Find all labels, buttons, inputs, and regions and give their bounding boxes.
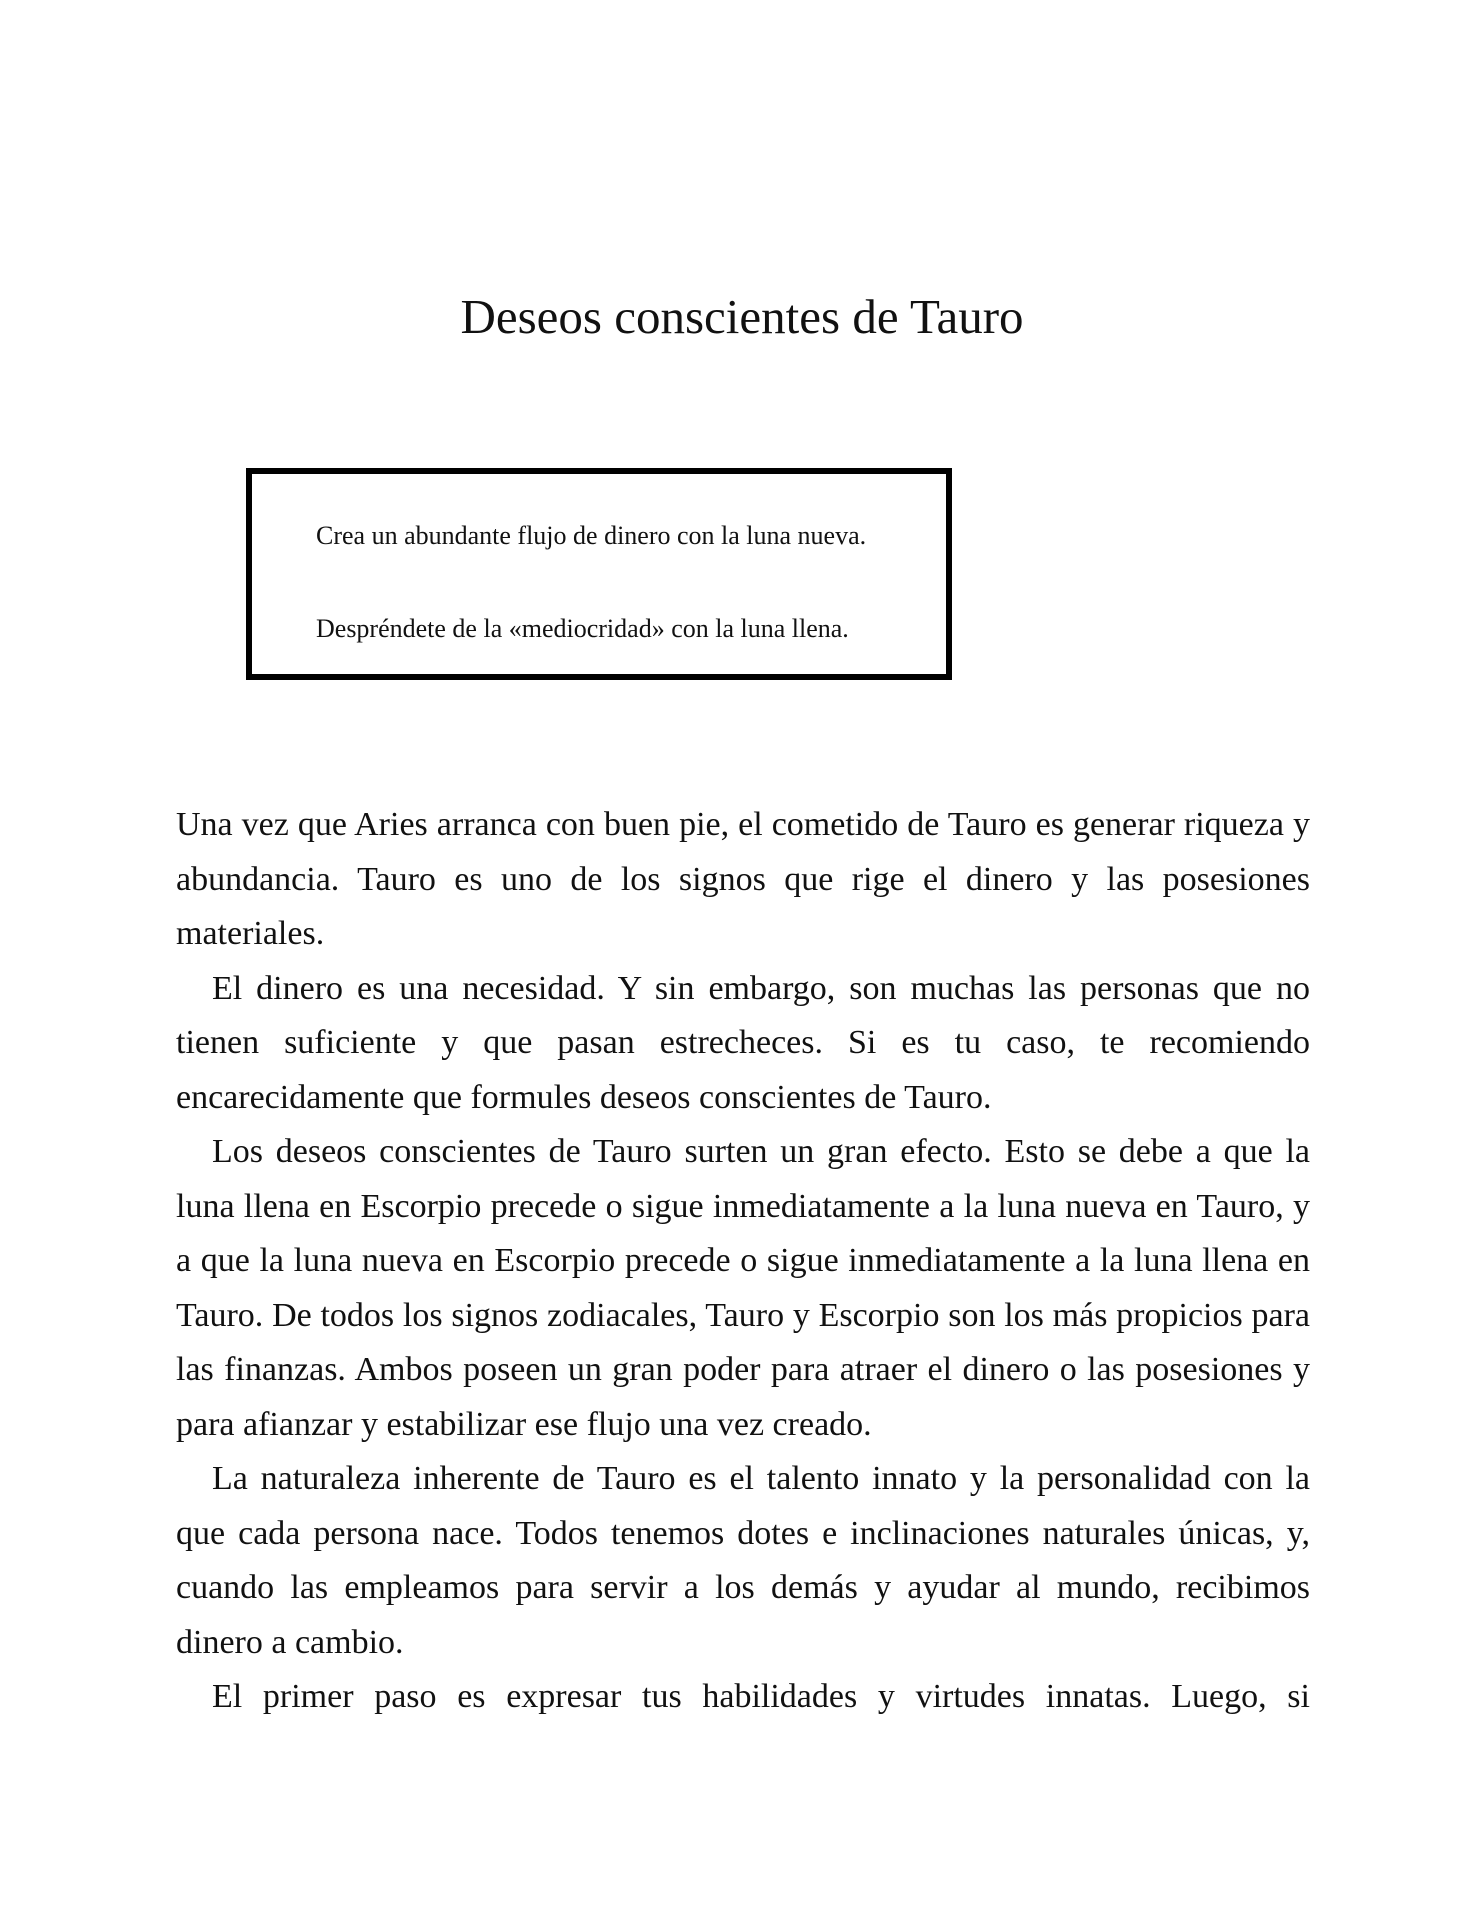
body-text xyxy=(176,798,1310,1725)
paragraph: La naturaleza inherente de Tauro es el talento innato y la personalidad con la que cada persona nace. Todos tenemos dotes e inclinaciones naturales únicas, y, cuando las empleamos para servir a los demás y ayudar al mundo, recibimos dinero a cambio. xyxy=(176,1460,1310,1661)
page-title: Deseos conscientes de Tauro xyxy=(460,289,1024,344)
callout-box xyxy=(246,468,952,680)
callout-line-new-moon: Crea un abundante flujo de dinero con la luna nueva. xyxy=(316,521,867,550)
paragraph: El dinero es una necesidad. Y sin embargo, son muchas las personas que no tienen suficiente y que pasan estrecheces. Si es tu caso, te recomiendo encarecidamente que formules deseos conscientes de Tauro. xyxy=(176,969,1310,1116)
paragraph-continued: El primer paso es expresar tus habilidades y virtudes innatas. Luego, si xyxy=(212,1678,1310,1715)
callout-line-full-moon: Despréndete de la «mediocridad» con la luna llena. xyxy=(316,614,849,643)
paragraph: Los deseos conscientes de Tauro surten un gran efecto. Esto se debe a que la luna llena en Escorpio precede o sigue inmediatamente a la luna nueva en Tauro, y a que la luna nueva en Escorpio precede o sigue inmediatamente a la luna llena en Tauro. De todos los signos zodiacales, Tauro y Escorpio son los más propicios para las finanzas. Ambos poseen un gran poder para atraer el dinero o las posesiones y para afianzar y estabilizar ese flujo una vez creado. xyxy=(176,1133,1310,1443)
paragraph: Una vez que Aries arranca con buen pie, el cometido de Tauro es generar riqueza y abundancia. Tauro es uno de los signos que rige el dinero y las posesiones materiales. xyxy=(176,806,1310,952)
